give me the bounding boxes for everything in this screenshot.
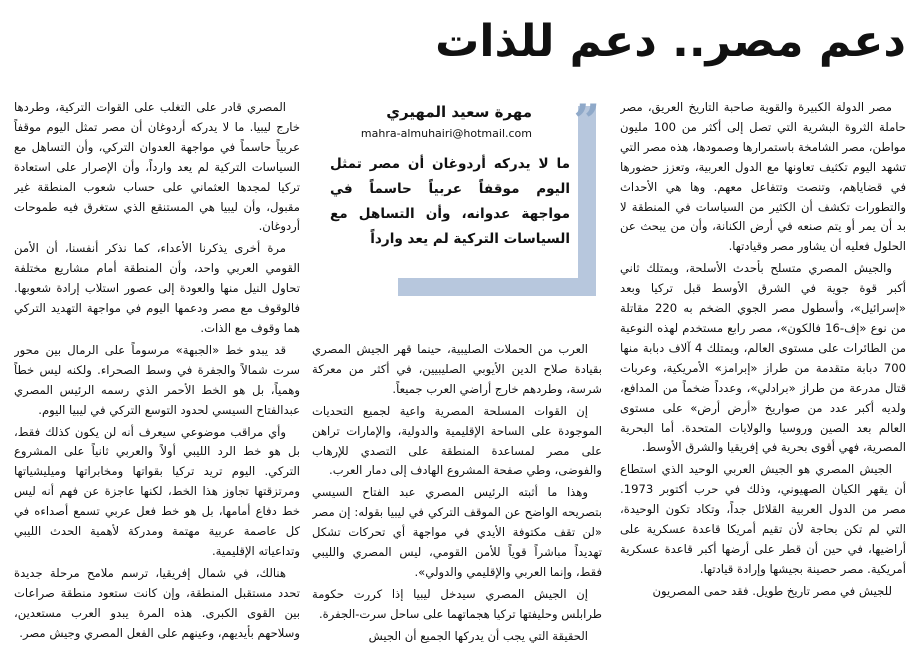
pull-quote: ما لا يدركه أردوغان أن مصر تمثل اليوم موقفاً عربياً حاسماً في مواجهة عدوانه، وأن التساهل مع السياسات التركية لم يعد وارداً	[330, 156, 570, 247]
article-column-left	[14, 98, 300, 646]
paragraph: الجيش المصري هو الجيش العربي الوحيد الذي استطاع أن يقهر الكيان الصهيوني، وذلك في حرب أكتوبر 1973. مصر من الدول العربية القلائل جداً، وتكاد تكون الوحيدة، التي لم تكن بحاجة لأن تقيم أمريكا قاعدة عسكرية على أراضيها، في حين أن قطر على أرضها أكبر قاعدة عسكرية أمريكية. مصر حصينة بجيشها وإرادة قيادتها.	[620, 462, 906, 576]
article-column-right	[620, 98, 906, 646]
paragraph: الحقيقة التي يجب أن يدركها الجميع أن الجيش	[368, 628, 588, 643]
quote-frame-bar-horizontal	[398, 278, 596, 296]
paragraph: العرب من الحملات الصليبية، حينما قهر الجيش المصري بقيادة صلاح الدين الأيوبي الصليبيين، في أكثر من معركة شرسة، وطردهم خارج أراضي العرب جميعاً.	[312, 342, 602, 396]
author-quote-box	[310, 94, 602, 304]
paragraph: للجيش في مصر تاريخ طويل. فقد حمى المصريون	[652, 583, 892, 598]
author-email[interactable]: mahra-almuhairi@hotmail.com	[360, 127, 532, 140]
paragraph: إن الجيش المصري سيدخل ليبيا إذا كررت حكومة طرابلس وحليفتها تركيا هجماتهما على ساحل سرت-الجفرة.	[312, 586, 602, 621]
headline: دعم مصر.. دعم للذات	[435, 16, 906, 67]
paragraph: والجيش المصري متسلح بأحدث الأسلحة، ويمتلك ثاني أكبر قوة جوية في الشرق الأوسط قبل تركيا وبعد «إسرائيل»، وأسطول مصر الجوي الضخم به 220 مقاتلة من نوع «إف-16 فالكون»، مصر رابع مستخدم لهذه النوعية من الطائرات على مستوى العالم، ويمتلك 4 آلاف دبابة منها 700 دبابة متقدمة من طراز «إبرامز» الأمريكية، وعربات قتال مدرعة من طراز «برادلي»، وعدداً ضخماً من المدافع، ولديه أكبر عدد من صواريخ «أرض أرض» على مستوى العالم بعد الصين وروسيا والولايات المتحدة. أما البحرية المصرية، فهي أقوى بحرية في إفريقيا والشرق الأوسط.	[620, 261, 906, 455]
paragraph: المصري قادر على التغلب على القوات التركية، وطردها خارج ليبيا. ما لا يدركه أردوغان أن مصر تمثل اليوم موقفاً عربياً حاسماً في مواجهة العدوان التركي، وأن التساهل مع السياسات التركية لم يعد وارداً، وأن الإصرار على استعادة تركيا لمجدها العثماني على حساب شعوب المنطقة غير مقبول، وأن ليبيا هي المستنقع الذي ستغرق فيه طموحات أردوغان.	[14, 100, 300, 234]
author-name: مهرة سعيد المهيري	[386, 103, 532, 121]
quote-mark-icon: ”	[573, 94, 600, 148]
paragraph: وهذا ما أثبته الرئيس المصري عبد الفتاح السيسي بتصريحه الواضح عن الموقف التركي في ليبيا بقوله: إن مصر «لن تقف مكتوفة الأيدي في مواجهة أي تحركات تشكل تهديداً مباشراً قوياً للأمن القومي، ليس المصري والليبي فقط، وإنما العربي والإقليمي والدولي».	[312, 485, 602, 579]
paragraph: مرة أخرى يذكرنا الأعداء، كما نذكر أنفسنا، أن الأمن القومي العربي واحد، وأن المنطقة أمام مشاريع مختلفة تحاول النيل منها والعودة إلى عصور استلاب إرادة شعوبها. فالوقوف مع مصر ودعمها اليوم في مواجهة التهديد التركي هما وقوف مع الذات.	[14, 241, 300, 335]
paragraph: إن القوات المسلحة المصرية واعية لجميع التحديات الموجودة على الساحة الإقليمية والدولية، والإمارات تراهن على مصر لمساعدة المنطقة على التصدي للإرهاب والفوضى، وطي صفحة المشروع الهادف إلى دمار العرب.	[312, 403, 602, 478]
paragraph: قد يبدو خط «الجبهة» مرسوماً على الرمال بين محور سرت شمالاً والجفرة في وسط الصحراء. ولكنه ليس خطاً وهمياً، بل هو الخط الأحمر الذي رسمه الرئيس المصري عبدالفتاح السيسي لحدود التوسع التركي في ليبيا اليوم.	[14, 342, 300, 417]
paragraph: هنالك، في شمال إفريقيا، ترسم ملامح مرحلة جديدة تحدد مستقبل المنطقة، وإن كانت ستعود منطقة صراعات بين القوى الكبرى. هذه المرة يبدو العرب مستعدين، وسلاحهم بأيديهم، وعينهم على الفعل المصري وجيش مصر.	[14, 565, 300, 640]
article-column-middle	[312, 340, 602, 645]
paragraph: مصر الدولة الكبيرة والقوية صاحبة التاريخ العريق، مصر حاملة الثروة البشرية التي تصل إلى أكثر من 100 مليون مواطن، مصر الشامخة باستمرارها وصمودها، هذه مصر التي تشهد اليوم تكثيف تعاونها مع الدول العربية، وتعزز حضورها في قضاياهم، وتنصت وتتفاعل معهم. وها هي الأحداث والتطورات تكشف أن الكثير من السياسات في المنطقة لا بد أن يمر أو يتم صنعه في أرض الكنانة، وأن من يبحث عن الحلول فعليه أن يشاور مصر وقيادتها.	[620, 100, 906, 254]
paragraph: وأي مراقب موضوعي سيعرف أنه لن يكون كذلك فقط، بل هو خط الرد الليبي أولاً والعربي ثانياً على المشروع التركي. اليوم تريد تركيا بقواتها ومخابراتها وميليشياتها ومرتزقتها تجاوز هذا الخط، لكنها عاجزة عن فهم أنه ليس خط دفاع أمامها، بل هو خط فعل عربي تسمع أصداءه في كل عاصمة عربية مهتمة ومدركة لأهمية الحدث الليبي وتداعياته الإقليمية.	[14, 424, 300, 558]
